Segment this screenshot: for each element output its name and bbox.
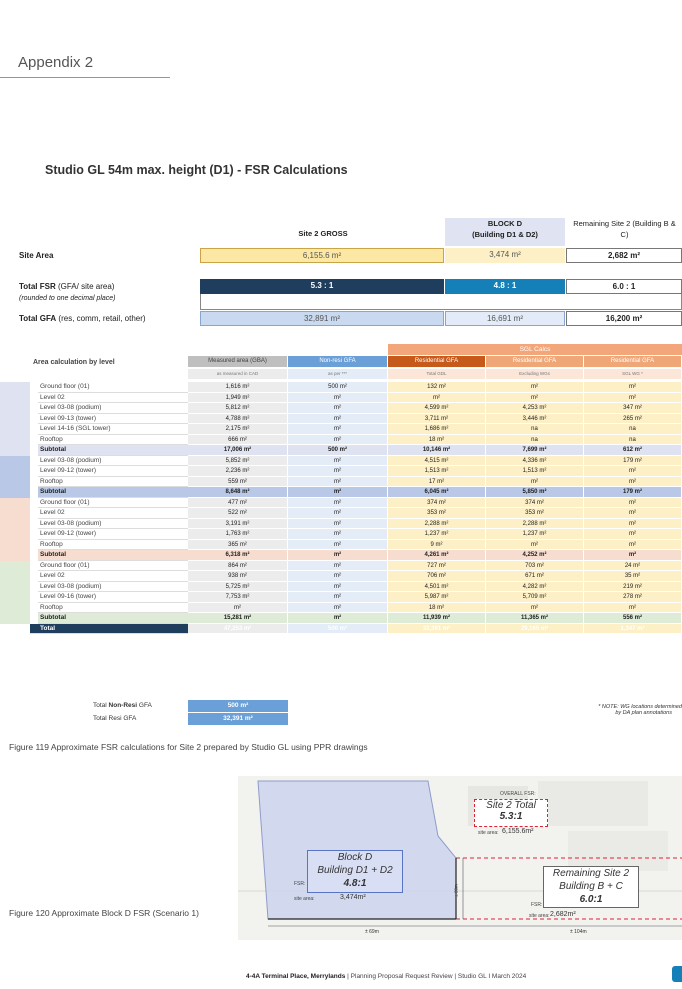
table-cell: 5,987 m² bbox=[388, 592, 486, 603]
row-label: Level 14-16 (SGL tower) bbox=[38, 424, 188, 435]
table-cell: m² bbox=[584, 550, 682, 561]
table-row bbox=[0, 382, 682, 393]
table-cell: 500 m² bbox=[288, 445, 388, 456]
dim-right: ± 104m bbox=[570, 929, 587, 935]
col-remaining-header-line2: C) bbox=[620, 230, 629, 239]
table-cell: na bbox=[584, 435, 682, 446]
fsr-blockd: 4.8 : 1 bbox=[445, 279, 565, 294]
table-cell: 132 m² bbox=[388, 382, 486, 393]
table-cell: 671 m² bbox=[486, 571, 584, 582]
col-blockd-header-line1: BLOCK D bbox=[487, 219, 523, 228]
table-cell: 11,939 m² bbox=[388, 613, 486, 624]
site-area-blockd: 3,474 m² bbox=[445, 248, 565, 263]
dim-side: ± 28m bbox=[453, 884, 459, 897]
table-row bbox=[0, 414, 682, 425]
table-cell: 17 m² bbox=[388, 477, 486, 488]
total-nonresi-prefix: Total bbox=[93, 702, 109, 709]
row-label-cell bbox=[0, 445, 188, 456]
dim-left: ± 69m bbox=[365, 929, 379, 935]
detail-header-row bbox=[188, 356, 682, 368]
row-label-cell bbox=[0, 424, 188, 435]
col-remaining-header bbox=[567, 218, 682, 246]
fsr-note: (rounded to one decimal place) bbox=[19, 295, 116, 302]
gfa-label bbox=[19, 314, 146, 323]
table-cell: 522 m² bbox=[188, 508, 288, 519]
gfa-remaining: 16,200 m² bbox=[566, 311, 682, 326]
subtotal-row bbox=[0, 487, 682, 498]
total-nonresi-value: 500 m² bbox=[188, 700, 288, 712]
table-cell: 1,949 m² bbox=[188, 393, 288, 404]
table-cell: m² bbox=[288, 498, 388, 509]
group-color-band bbox=[0, 529, 30, 540]
remaining-title: Remaining Site 2 bbox=[552, 868, 630, 879]
subhdr-resi-excl: Excluding WGs bbox=[486, 369, 584, 380]
table-cell: m² bbox=[288, 456, 388, 467]
group-color-band bbox=[0, 477, 30, 488]
site-area-label: Site Area bbox=[19, 251, 54, 260]
table-cell: 179 m² bbox=[584, 487, 682, 498]
table-cell: m² bbox=[584, 382, 682, 393]
table-row bbox=[0, 603, 682, 614]
table-cell: m² bbox=[288, 571, 388, 582]
table-cell: 347 m² bbox=[584, 403, 682, 414]
table-cell: 3,191 m² bbox=[188, 519, 288, 530]
table-cell: 4,253 m² bbox=[486, 403, 584, 414]
table-cell: 4,515 m² bbox=[388, 456, 486, 467]
group-color-band bbox=[0, 487, 30, 498]
row-label-cell bbox=[0, 435, 188, 446]
table-cell: 6,318 m² bbox=[188, 550, 288, 561]
table-row bbox=[0, 582, 682, 593]
table-row bbox=[0, 466, 682, 477]
table-cell: 706 m² bbox=[388, 571, 486, 582]
group-color-band bbox=[0, 519, 30, 530]
row-label-cell bbox=[0, 382, 188, 393]
table-row bbox=[0, 424, 682, 435]
row-label: Level 09-12 (tower) bbox=[38, 466, 188, 477]
table-cell: 559 m² bbox=[188, 477, 288, 488]
table-cell: m² bbox=[288, 529, 388, 540]
row-label-cell bbox=[0, 613, 188, 624]
hdr-nonresi: Non-resi GFA bbox=[288, 356, 388, 368]
table-cell: m² bbox=[584, 603, 682, 614]
table-cell: m² bbox=[584, 498, 682, 509]
table-cell: m² bbox=[288, 414, 388, 425]
table-cell: 2,288 m² bbox=[486, 519, 584, 530]
row-label-cell bbox=[0, 414, 188, 425]
row-label-cell bbox=[0, 603, 188, 614]
group-color-band bbox=[0, 592, 30, 603]
table-cell: na bbox=[486, 424, 584, 435]
col-remaining-header-line1: Remaining Site 2 (Building B & bbox=[573, 219, 676, 228]
table-cell: 374 m² bbox=[486, 498, 584, 509]
blockd-fsr-label: FSR: bbox=[294, 881, 306, 887]
subtotal-row bbox=[0, 550, 682, 561]
remaining-area-label: site area: bbox=[529, 913, 550, 919]
figure-119-caption: Figure 119 Approximate FSR calculations for Site 2 prepared by Studio GL using PPR drawings bbox=[9, 742, 368, 752]
table-cell: 24 m² bbox=[584, 561, 682, 572]
group-color-band bbox=[0, 571, 30, 582]
row-label: Rooftop bbox=[38, 603, 188, 614]
table-cell: m² bbox=[486, 393, 584, 404]
gfa-gross: 32,891 m² bbox=[200, 311, 444, 326]
row-label: Level 03-08 (podium) bbox=[38, 403, 188, 414]
table-cell: 4,282 m² bbox=[486, 582, 584, 593]
table-cell: 32,391 m² bbox=[388, 624, 486, 635]
table-row bbox=[0, 508, 682, 519]
group-color-band bbox=[0, 382, 30, 393]
hdr-resi-wg: Residential GFA bbox=[584, 356, 682, 368]
table-cell: 6,045 m² bbox=[388, 487, 486, 498]
detail-subheader-row bbox=[188, 369, 682, 380]
table-cell: 15,281 m² bbox=[188, 613, 288, 624]
row-label: Level 03-08 (podium) bbox=[38, 582, 188, 593]
row-label: Level 09-12 (tower) bbox=[38, 529, 188, 540]
table-row bbox=[0, 529, 682, 540]
detail-table-body bbox=[0, 382, 682, 634]
row-label-cell bbox=[0, 592, 188, 603]
gfa-label-rest: (res, comm, retail, other) bbox=[56, 314, 146, 323]
table-cell: m² bbox=[288, 592, 388, 603]
table-cell: m² bbox=[584, 529, 682, 540]
fsr-gross: 5.3 : 1 bbox=[200, 279, 444, 294]
footer-rest: | Planning Proposal Request Review | Studio GL I March 2024 bbox=[345, 973, 527, 980]
table-row bbox=[0, 435, 682, 446]
table-cell: 864 m² bbox=[188, 561, 288, 572]
table-cell: 265 m² bbox=[584, 414, 682, 425]
appendix-heading: Appendix 2 bbox=[18, 54, 94, 71]
hdr-resi-total: Residential GFA bbox=[388, 356, 486, 368]
table-cell: 5,709 m² bbox=[486, 592, 584, 603]
table-cell: 29,165 m² bbox=[486, 624, 584, 635]
table-cell: 7,699 m² bbox=[486, 445, 584, 456]
table-cell: 4,336 m² bbox=[486, 456, 584, 467]
group-color-band bbox=[0, 613, 30, 624]
table-cell: 1,513 m² bbox=[486, 466, 584, 477]
group-color-band bbox=[0, 603, 30, 614]
row-label-cell bbox=[0, 624, 188, 635]
total-row bbox=[0, 624, 682, 635]
table-row bbox=[0, 393, 682, 404]
group-color-band bbox=[0, 466, 30, 477]
row-label-cell bbox=[0, 519, 188, 530]
table-cell: 1,686 m² bbox=[388, 424, 486, 435]
table-cell: 500 m² bbox=[288, 382, 388, 393]
row-label: Ground floor (01) bbox=[38, 498, 188, 509]
row-label-cell bbox=[0, 550, 188, 561]
total-nonresi-label bbox=[93, 702, 152, 709]
table-cell: na bbox=[584, 424, 682, 435]
table-cell: m² bbox=[288, 403, 388, 414]
group-color-band bbox=[0, 445, 30, 456]
blockd-title: Block D bbox=[337, 852, 373, 863]
group-color-band bbox=[0, 414, 30, 425]
group-color-band bbox=[0, 435, 30, 446]
table-cell: m² bbox=[288, 603, 388, 614]
remaining-box bbox=[543, 866, 639, 908]
table-cell: 500 m² bbox=[288, 624, 388, 635]
table-cell: m² bbox=[486, 477, 584, 488]
table-cell: 1,237 m² bbox=[486, 529, 584, 540]
row-label: Rooftop bbox=[38, 540, 188, 551]
table-cell: 703 m² bbox=[486, 561, 584, 572]
table-cell: 179 m² bbox=[584, 456, 682, 467]
row-label: Subtotal bbox=[38, 487, 188, 498]
total-resi-value: 32,391 m² bbox=[188, 713, 288, 725]
table-cell: m² bbox=[584, 393, 682, 404]
table-cell: 612 m² bbox=[584, 445, 682, 456]
table-cell: 278 m² bbox=[584, 592, 682, 603]
site-plan bbox=[238, 776, 682, 940]
row-label-cell bbox=[0, 561, 188, 572]
site2-area-value: 6,155.6m² bbox=[502, 828, 534, 835]
remaining-area-value: 2,682m² bbox=[550, 911, 576, 918]
table-row bbox=[0, 477, 682, 488]
row-label: Subtotal bbox=[38, 445, 188, 456]
page-tab-marker bbox=[672, 966, 682, 982]
row-label: Rooftop bbox=[38, 435, 188, 446]
remaining-subtitle: Building B + C bbox=[559, 881, 623, 892]
table-cell: 35 m² bbox=[584, 571, 682, 582]
site-area-gross: 6,155.6 m² bbox=[200, 248, 444, 263]
table-cell: 9 m² bbox=[388, 540, 486, 551]
table-cell: 17,006 m² bbox=[188, 445, 288, 456]
table-cell: 5,725 m² bbox=[188, 582, 288, 593]
fsr-label bbox=[19, 282, 114, 291]
table-cell: m² bbox=[288, 613, 388, 624]
table-row bbox=[0, 519, 682, 530]
table-cell: 47,253 m² bbox=[188, 624, 288, 635]
table-cell: 3,446 m² bbox=[486, 414, 584, 425]
remaining-ratio: 6.0:1 bbox=[579, 894, 603, 905]
table-cell: 18 m² bbox=[388, 603, 486, 614]
row-label: Rooftop bbox=[38, 477, 188, 488]
total-nonresi-suffix: GFA bbox=[137, 702, 152, 709]
col-gross-header: Site 2 GROSS bbox=[298, 229, 348, 238]
group-color-band bbox=[0, 403, 30, 414]
subhdr-resi-wg: SGL WG * bbox=[584, 369, 682, 380]
table-cell: 4,252 m² bbox=[486, 550, 584, 561]
hdr-resi-excl: Residential GFA bbox=[486, 356, 584, 368]
row-label-cell bbox=[0, 571, 188, 582]
row-label: Level 09-16 (tower) bbox=[38, 592, 188, 603]
row-label: Ground floor (01) bbox=[38, 382, 188, 393]
table-cell: m² bbox=[288, 487, 388, 498]
row-label: Ground floor (01) bbox=[38, 561, 188, 572]
table-cell: 4,599 m² bbox=[388, 403, 486, 414]
total-nonresi-bold: Non-Resi bbox=[108, 702, 138, 709]
col-blockd-header-line2: (Building D1 & D2) bbox=[472, 230, 538, 239]
row-label-cell bbox=[0, 508, 188, 519]
table-cell: 1,763 m² bbox=[188, 529, 288, 540]
table-cell: 4,788 m² bbox=[188, 414, 288, 425]
group-color-band bbox=[0, 498, 30, 509]
group-color-band bbox=[0, 550, 30, 561]
table-row bbox=[0, 540, 682, 551]
fsr-label-bold: Total FSR bbox=[19, 282, 56, 291]
subhdr-nonresi: as per *** bbox=[288, 369, 388, 380]
group-color-band bbox=[0, 424, 30, 435]
table-cell: 938 m² bbox=[188, 571, 288, 582]
table-cell: 7,753 m² bbox=[188, 592, 288, 603]
table-cell: 365 m² bbox=[188, 540, 288, 551]
footer-address: 4-4A Terminal Place, Merrylands bbox=[246, 973, 346, 980]
row-label-cell bbox=[0, 477, 188, 488]
group-color-band bbox=[0, 456, 30, 467]
table-cell: m² bbox=[486, 540, 584, 551]
heading-rule bbox=[0, 77, 170, 78]
row-label-cell bbox=[0, 403, 188, 414]
table-cell: na bbox=[486, 435, 584, 446]
table-cell: 2,236 m² bbox=[188, 466, 288, 477]
table-cell: m² bbox=[584, 540, 682, 551]
table-cell: m² bbox=[486, 603, 584, 614]
table-row bbox=[0, 498, 682, 509]
table-cell: 374 m² bbox=[388, 498, 486, 509]
site2-area-label: site area: bbox=[478, 830, 499, 836]
row-label-cell bbox=[0, 582, 188, 593]
table-cell: m² bbox=[388, 393, 486, 404]
group-color-band bbox=[0, 582, 30, 593]
blockd-area-label: site area: bbox=[294, 896, 315, 902]
table-cell: 8,648 m² bbox=[188, 487, 288, 498]
remaining-fsr-label: FSR: bbox=[531, 902, 543, 908]
row-label: Level 03-08 (podium) bbox=[38, 456, 188, 467]
row-label-cell bbox=[0, 393, 188, 404]
page-title: Studio GL 54m max. height (D1) - FSR Calculations bbox=[45, 163, 348, 177]
subhdr-measured: as measured in CAD bbox=[188, 369, 288, 380]
wg-note-line2: by DA plan annotations bbox=[615, 710, 672, 716]
table-row bbox=[0, 561, 682, 572]
figure-120-caption: Figure 120 Approximate Block D FSR (Scenario 1) bbox=[9, 908, 199, 918]
site-plan-drawing bbox=[238, 776, 682, 940]
row-label: Level 02 bbox=[38, 508, 188, 519]
group-color-band bbox=[0, 540, 30, 551]
row-label: Level 03-08 (podium) bbox=[38, 519, 188, 530]
gfa-blockd: 16,691 m² bbox=[445, 311, 565, 326]
subtotal-row bbox=[0, 613, 682, 624]
col-blockd-header-bg bbox=[445, 218, 565, 246]
sgl-calcs-header: SGL Calcs bbox=[388, 344, 682, 355]
table-cell: 4,261 m² bbox=[388, 550, 486, 561]
hdr-measured: Measured area (GBA) bbox=[188, 356, 288, 368]
site2-total-title: Site 2 Total bbox=[486, 800, 536, 811]
table-cell: m² bbox=[288, 540, 388, 551]
table-cell: 1,513 m² bbox=[388, 466, 486, 477]
row-label: Level 02 bbox=[38, 571, 188, 582]
subhdr-resi-total: Total GDL bbox=[388, 369, 486, 380]
table-cell: 10,146 m² bbox=[388, 445, 486, 456]
group-color-band bbox=[0, 561, 30, 572]
table-cell: m² bbox=[288, 393, 388, 404]
table-cell: m² bbox=[288, 519, 388, 530]
table-cell: 353 m² bbox=[486, 508, 584, 519]
site2-total-ratio: 5.3:1 bbox=[499, 811, 523, 822]
overall-fsr-label: OVERALL FSR: bbox=[500, 791, 536, 797]
table-cell: 353 m² bbox=[388, 508, 486, 519]
row-label-cell bbox=[0, 498, 188, 509]
row-label-cell bbox=[0, 529, 188, 540]
row-label-cell bbox=[0, 466, 188, 477]
blockd-box bbox=[307, 850, 403, 893]
group-color-band bbox=[0, 393, 30, 404]
table-cell: 666 m² bbox=[188, 435, 288, 446]
row-label: Level 09-13 (tower) bbox=[38, 414, 188, 425]
table-cell: 2,175 m² bbox=[188, 424, 288, 435]
table-cell: m² bbox=[584, 477, 682, 488]
table-row bbox=[0, 456, 682, 467]
table-cell: m² bbox=[584, 508, 682, 519]
fsr-remaining: 6.0 : 1 bbox=[566, 279, 682, 294]
fsr-box-frame bbox=[200, 294, 682, 310]
table-row bbox=[0, 592, 682, 603]
area-by-level-label: Area calculation by level bbox=[33, 359, 115, 366]
table-cell: m² bbox=[188, 603, 288, 614]
table-cell: m² bbox=[584, 466, 682, 477]
gfa-label-bold: Total GFA bbox=[19, 314, 57, 323]
blockd-ratio: 4.8:1 bbox=[343, 878, 367, 889]
row-label: Level 02 bbox=[38, 393, 188, 404]
table-cell: m² bbox=[288, 477, 388, 488]
table-cell: 4,501 m² bbox=[388, 582, 486, 593]
subtotal-row bbox=[0, 445, 682, 456]
page-footer bbox=[246, 973, 526, 980]
table-cell: 5,812 m² bbox=[188, 403, 288, 414]
total-resi-label: Total Resi GFA bbox=[93, 715, 137, 722]
group-color-band bbox=[0, 508, 30, 519]
site-area-remaining: 2,682 m² bbox=[566, 248, 682, 263]
row-label-cell bbox=[0, 487, 188, 498]
table-cell: m² bbox=[486, 382, 584, 393]
fsr-label-rest: (GFA/ site area) bbox=[55, 282, 115, 291]
table-cell: m² bbox=[288, 424, 388, 435]
row-label: Subtotal bbox=[38, 613, 188, 624]
table-cell: m² bbox=[288, 508, 388, 519]
table-cell: 3,711 m² bbox=[388, 414, 486, 425]
table-cell: m² bbox=[288, 582, 388, 593]
table-cell: 1,347 m² bbox=[584, 624, 682, 635]
table-cell: 1,616 m² bbox=[188, 382, 288, 393]
table-cell: 11,365 m² bbox=[486, 613, 584, 624]
table-cell: m² bbox=[288, 435, 388, 446]
table-cell: m² bbox=[288, 466, 388, 477]
wg-note bbox=[572, 704, 682, 716]
table-row bbox=[0, 403, 682, 414]
table-cell: 5,850 m² bbox=[486, 487, 584, 498]
blockd-area-value: 3,474m² bbox=[340, 894, 366, 901]
table-cell: 18 m² bbox=[388, 435, 486, 446]
table-cell: 2,288 m² bbox=[388, 519, 486, 530]
row-label: Subtotal bbox=[38, 550, 188, 561]
wg-note-line1: * NOTE: WG locations determined bbox=[598, 704, 682, 710]
row-label: Total bbox=[30, 624, 188, 635]
table-cell: m² bbox=[288, 550, 388, 561]
row-label-cell bbox=[0, 456, 188, 467]
table-cell: m² bbox=[288, 561, 388, 572]
table-cell: 219 m² bbox=[584, 582, 682, 593]
table-cell: 556 m² bbox=[584, 613, 682, 624]
blockd-subtitle: Building D1 + D2 bbox=[317, 865, 393, 876]
table-cell: m² bbox=[584, 519, 682, 530]
table-cell: 1,237 m² bbox=[388, 529, 486, 540]
site2-total-box bbox=[474, 799, 548, 827]
table-cell: 727 m² bbox=[388, 561, 486, 572]
table-row bbox=[0, 571, 682, 582]
table-cell: 5,852 m² bbox=[188, 456, 288, 467]
table-cell: 477 m² bbox=[188, 498, 288, 509]
row-label-cell bbox=[0, 540, 188, 551]
